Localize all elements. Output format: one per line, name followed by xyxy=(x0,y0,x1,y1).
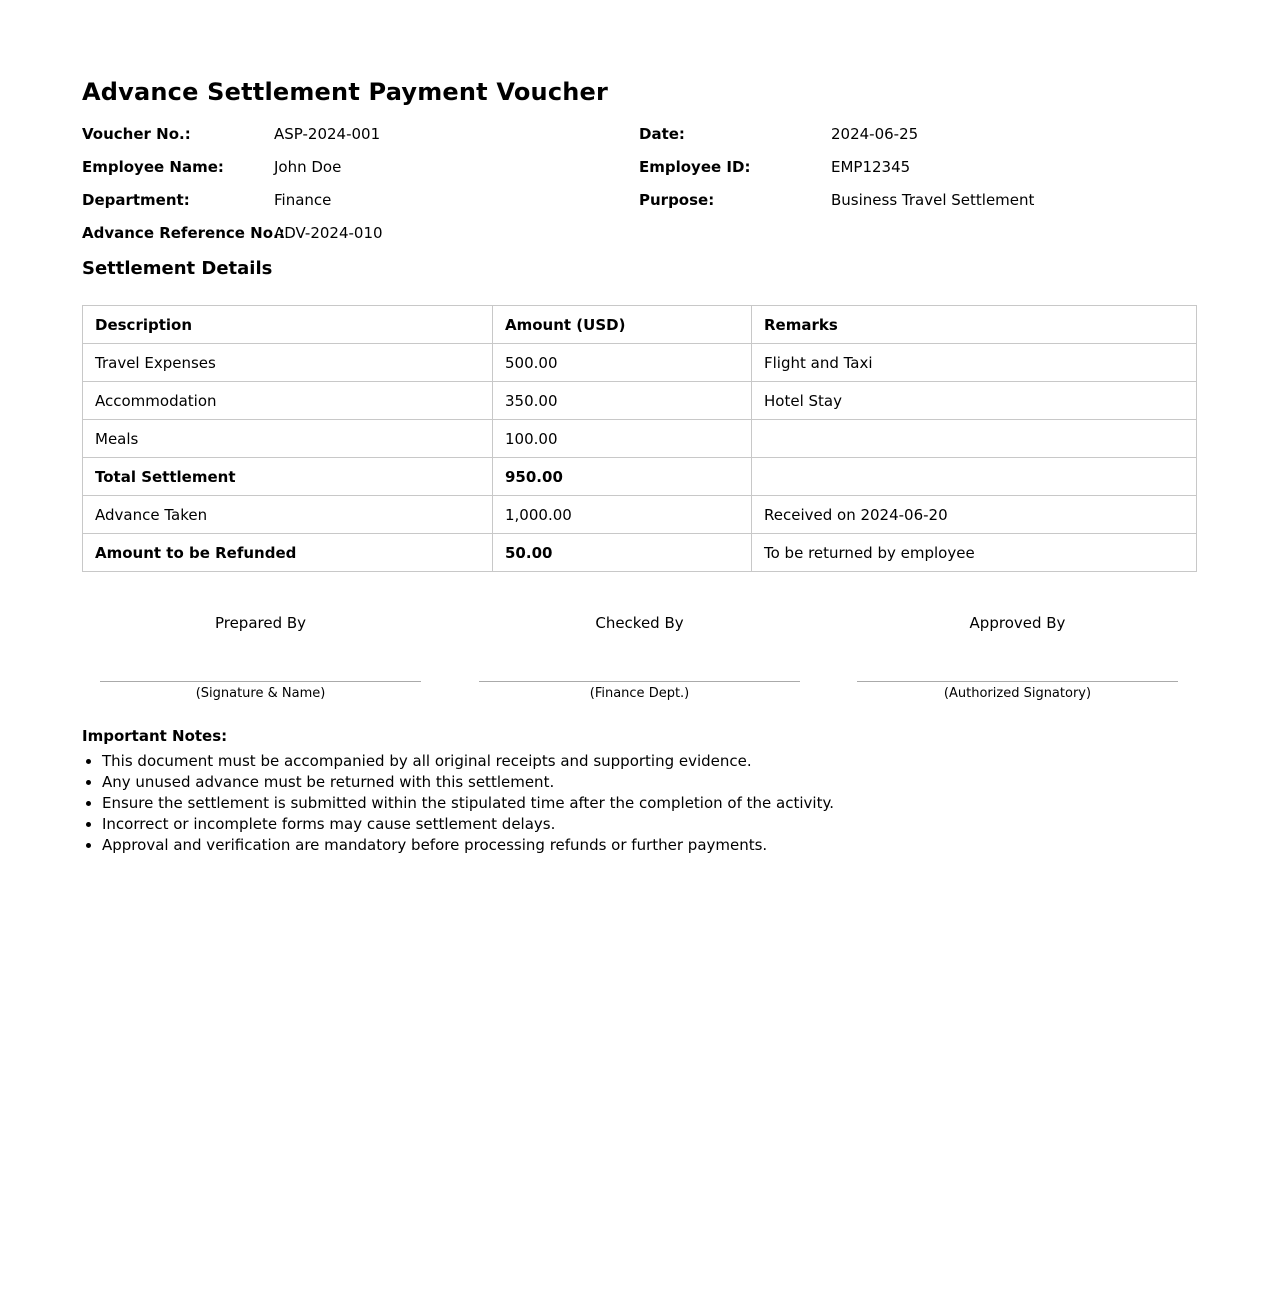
list-item: • Incorrect or incomplete forms may cause settlement delays. xyxy=(102,814,1196,835)
settlement-heading: Settlement Details xyxy=(82,258,273,279)
advance-ref-label: Advance Reference No.: xyxy=(82,224,285,242)
column-header-description: Description xyxy=(83,306,493,344)
row-description: Travel Expenses xyxy=(83,344,493,382)
info-row-advance-ref xyxy=(82,224,1196,244)
important-notes xyxy=(82,727,1196,856)
table-row xyxy=(83,382,1197,420)
settlement-table xyxy=(82,305,1197,572)
row-description: Total Settlement xyxy=(83,458,493,496)
signature-approved-by xyxy=(857,612,1178,701)
row-remarks: Hotel Stay xyxy=(752,382,1197,420)
row-amount: 50.00 xyxy=(493,534,752,572)
signature-section xyxy=(82,612,1196,712)
row-amount: 500.00 xyxy=(493,344,752,382)
signature-line xyxy=(479,681,800,682)
employee-id-label: Employee ID: xyxy=(639,158,751,176)
info-row-voucher xyxy=(82,125,1196,145)
row-amount: 350.00 xyxy=(493,382,752,420)
row-remarks: Received on 2024-06-20 xyxy=(752,496,1197,534)
total-settlement-row xyxy=(83,458,1197,496)
department-label: Department: xyxy=(82,191,190,209)
column-header-remarks: Remarks xyxy=(752,306,1197,344)
signature-prepared-by xyxy=(100,612,421,701)
signature-caption: (Finance Dept.) xyxy=(589,686,690,701)
employee-name-label: Employee Name: xyxy=(82,158,224,176)
row-description: Meals xyxy=(83,420,493,458)
employee-name-value: John Doe xyxy=(274,158,342,176)
purpose-label: Purpose: xyxy=(639,191,715,209)
list-item: • Ensure the settlement is submitted within the stipulated time after the completion of the activity. xyxy=(102,793,1196,814)
purpose-value: Business Travel Settlement xyxy=(831,191,1035,209)
refund-row xyxy=(83,534,1197,572)
signature-caption: (Signature & Name) xyxy=(195,686,326,701)
notes-heading: Important Notes: xyxy=(82,727,228,745)
table-row xyxy=(83,344,1197,382)
signature-line xyxy=(857,681,1178,682)
voucher-no-value: ASP-2024-001 xyxy=(274,125,381,143)
info-row-employee xyxy=(82,158,1196,178)
list-item: • Approval and verification are mandatory before processing refunds or further payments. xyxy=(102,835,1196,856)
row-remarks xyxy=(752,458,1197,496)
date-label: Date: xyxy=(639,125,685,143)
list-item: • Any unused advance must be returned with this settlement. xyxy=(102,772,1196,793)
voucher-no-label: Voucher No.: xyxy=(82,125,191,143)
row-description: Advance Taken xyxy=(83,496,493,534)
signature-title: Prepared By xyxy=(214,614,307,632)
date-value: 2024-06-25 xyxy=(831,125,919,143)
row-amount: 1,000.00 xyxy=(493,496,752,534)
row-remarks xyxy=(752,420,1197,458)
notes-list xyxy=(82,751,1196,856)
row-amount: 100.00 xyxy=(493,420,752,458)
table-header-row xyxy=(83,306,1197,344)
signature-line xyxy=(100,681,421,682)
row-remarks: Flight and Taxi xyxy=(752,344,1197,382)
list-item: • This document must be accompanied by all original receipts and supporting evidence. xyxy=(102,751,1196,772)
table-row xyxy=(83,420,1197,458)
row-description: Amount to be Refunded xyxy=(83,534,493,572)
page-title: Advance Settlement Payment Voucher xyxy=(82,78,609,106)
row-description: Accommodation xyxy=(83,382,493,420)
row-amount: 950.00 xyxy=(493,458,752,496)
info-row-department xyxy=(82,191,1196,211)
row-remarks: To be returned by employee xyxy=(752,534,1197,572)
employee-id-value: EMP12345 xyxy=(831,158,911,176)
signature-title: Checked By xyxy=(595,614,684,632)
signature-title: Approved By xyxy=(969,614,1066,632)
department-value: Finance xyxy=(274,191,332,209)
table-row xyxy=(83,496,1197,534)
column-header-amount: Amount (USD) xyxy=(493,306,752,344)
signature-caption: (Authorized Signatory) xyxy=(943,686,1092,701)
advance-ref-value: ADV-2024-010 xyxy=(274,224,383,242)
signature-checked-by xyxy=(479,612,800,701)
